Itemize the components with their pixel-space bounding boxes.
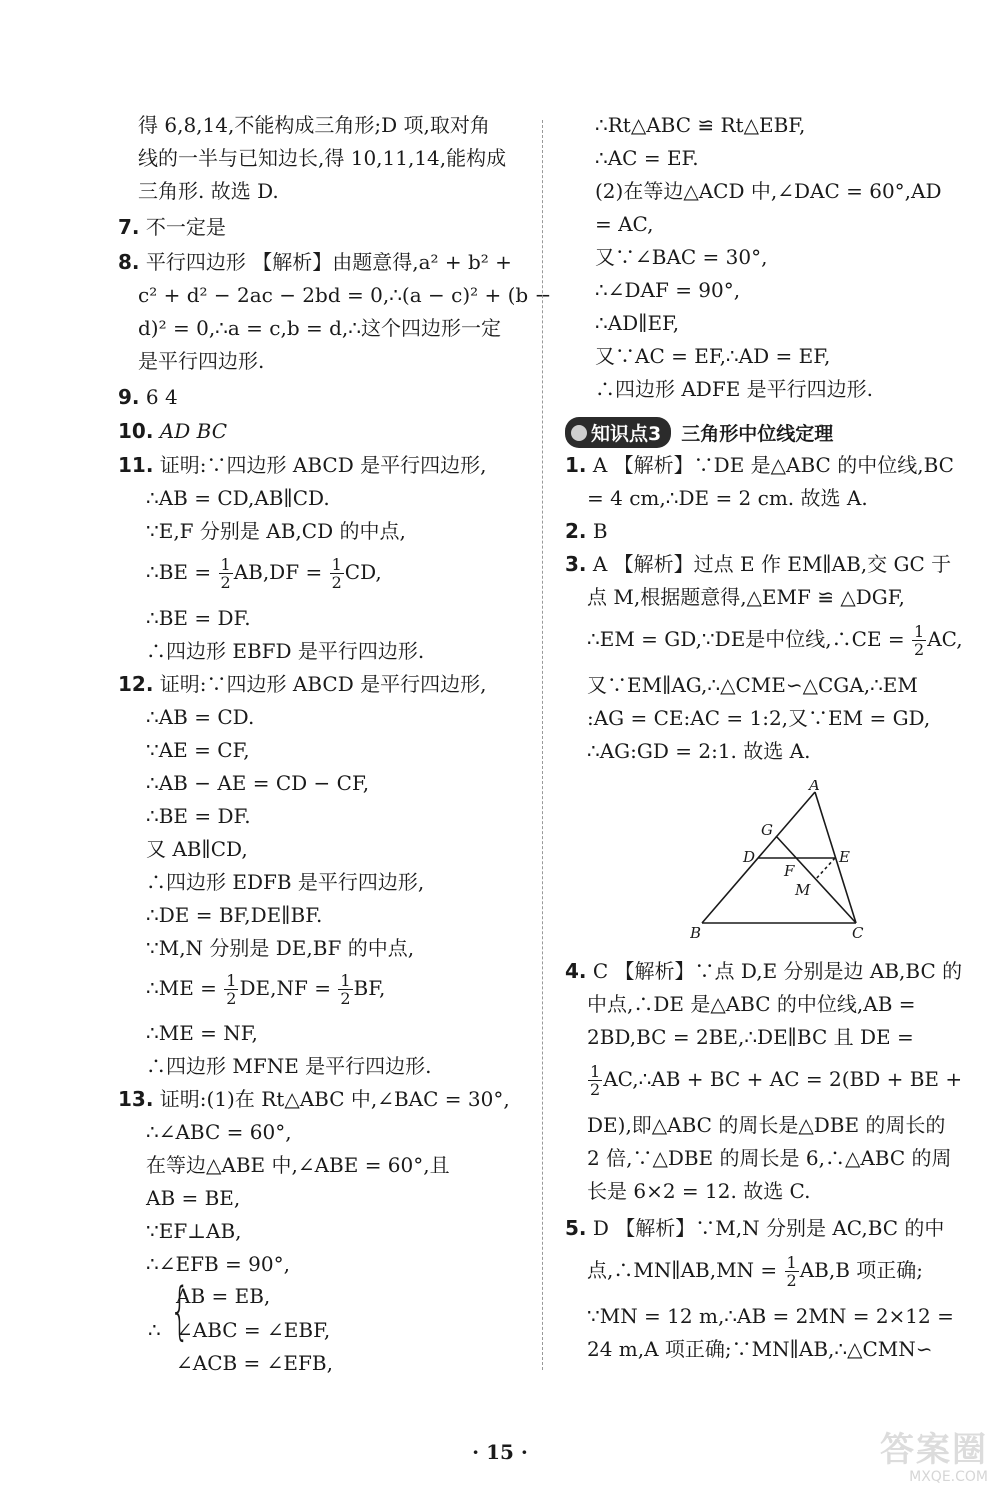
text-line: ∴AC = EF.: [595, 146, 699, 170]
text-line: 点 M,根据题意得,△EMF ≌ △DGF,: [587, 585, 905, 609]
text-line: AB = BE,: [146, 1186, 241, 1210]
text-line-fraction: ∴ME = $\frac{1}{2}$ DE,NF = $\frac{1}{2}$ BF,: [146, 971, 386, 1008]
watermark: [838, 1431, 988, 1491]
watermark-url: MXQE.COM: [909, 1469, 988, 1485]
label-b: B: [690, 924, 702, 940]
text-line-fraction: 点,∴MN∥AB,MN = $\frac{1}{2}$ AB,B 项正确;: [587, 1253, 924, 1290]
answer-item-8: 8. 平行四边形 【解析】由题意得,a² + b² +: [118, 250, 512, 274]
text-line-fraction: ∴EM = GD,∵DE是中位线,∴CE = $\frac{1}{2}$ AC,: [587, 622, 963, 659]
label-c: C: [852, 924, 864, 940]
therefore-symbol: ∴: [148, 1318, 161, 1342]
answer-item-7: 7. 不一定是: [118, 215, 226, 239]
text-line: ∴四边形 MFNE 是平行四边形.: [146, 1054, 432, 1078]
text-line: ∵MN = 12 m,∴AB = 2MN = 2×12 =: [587, 1304, 954, 1328]
text-line: (2)在等边△ACD 中,∠DAC = 60°,AD: [595, 179, 942, 203]
watermark-logo: 答案圈: [880, 1430, 988, 1470]
text-line: ∵E,F 分别是 AB,CD 的中点,: [146, 519, 406, 543]
text-line: DE),即△ABC 的周长是△DBE 的周长的: [587, 1113, 946, 1137]
answer-item-3: 3. A 【解析】过点 E 作 EM∥AB,交 GC 于: [565, 552, 952, 576]
text-line: ∵M,N 分别是 DE,BF 的中点,: [146, 936, 415, 960]
fraction-half: $\frac{1}{2}$: [226, 971, 237, 1008]
text-line: 2 倍,∵△DBE 的周长是 6,∴△ABC 的周: [587, 1146, 952, 1170]
fraction-half: $\frac{1}{2}$: [220, 555, 231, 592]
text-line: ∠ABC = ∠EBF,: [176, 1318, 331, 1342]
text-line: 三角形. 故选 D.: [138, 179, 279, 203]
section-header: [565, 417, 833, 448]
answer-item-2: 2. B: [565, 519, 608, 543]
label-m: M: [795, 881, 811, 899]
text-line: 24 m,A 项正确;∵MN∥AB,∴△CMN∽: [587, 1337, 933, 1361]
answer-item-9: 9. 6 4: [118, 385, 178, 409]
fraction-half: $\frac{1}{2}$: [331, 555, 342, 592]
text-line: 得 6,8,14,不能构成三角形;D 项,取对角: [138, 113, 490, 137]
answer-item-4: 4. C 【解析】∵点 D,E 分别是边 AB,BC 的: [565, 959, 963, 983]
answer-item-12: 12. 证明:∵四边形 ABCD 是平行四边形,: [118, 672, 487, 696]
answer-item-5: 5. D 【解析】∵M,N 分别是 AC,BC 的中: [565, 1216, 945, 1240]
answer-item-10: 10. AD BC: [118, 419, 228, 443]
text-line: 又∵∠BAC = 30°,: [595, 245, 768, 269]
text-line-fraction: ∴BE = $\frac{1}{2}$ AB,DF = $\frac{1}{2}$ CD,: [146, 555, 382, 592]
label-a: A: [809, 780, 820, 794]
text-line: 长是 6×2 = 12. 故选 C.: [587, 1179, 811, 1203]
text-line: = 4 cm,∴DE = 2 cm. 故选 A.: [587, 486, 868, 510]
text-line: d)² = 0,∴a = c,b = d,∴这个四边形一定: [138, 316, 502, 340]
text-line: :AG = CE:AC = 1:2,又∵EM = GD,: [587, 706, 931, 730]
text-line: ∴BE = DF.: [146, 804, 251, 828]
answer-item-13: 13. 证明:(1)在 Rt△ABC 中,∠BAC = 30°,: [118, 1087, 510, 1111]
fraction-half: $\frac{1}{2}$: [914, 622, 925, 659]
text-line: ∴AG:GD = 2:1. 故选 A.: [587, 739, 811, 763]
text-line: = AC,: [595, 212, 654, 236]
fraction-half: $\frac{1}{2}$: [340, 971, 351, 1008]
text-line: ∴BE = DF.: [146, 606, 251, 630]
label-d: D: [743, 848, 756, 866]
section-title: 三角形中位线定理: [681, 423, 834, 445]
text-line: 又 AB∥CD,: [146, 837, 248, 861]
text-line: ∴AD∥EF,: [595, 311, 680, 335]
text-line: ∴四边形 ADFE 是平行四边形.: [595, 377, 874, 401]
text-line: ∴AB = CD,AB∥CD.: [146, 486, 330, 510]
section-badge: 知识点3: [565, 417, 671, 448]
text-line: ∴∠ABC = 60°,: [146, 1120, 292, 1144]
text-line: ∠ACB = ∠EFB,: [176, 1351, 333, 1375]
text-line: ∴四边形 EBFD 是平行四边形.: [146, 639, 425, 663]
text-line: ∴四边形 EDFB 是平行四边形,: [146, 870, 425, 894]
column-divider: [542, 120, 543, 1370]
fraction-half: $\frac{1}{2}$: [590, 1062, 601, 1099]
fraction-half: $\frac{1}{2}$: [786, 1253, 797, 1290]
segment-em: [815, 858, 835, 880]
text-line: c² + d² − 2ac − 2bd = 0,∴(a − c)² + (b −: [138, 283, 552, 307]
answer-item-11: 11. 证明:∵四边形 ABCD 是平行四边形,: [118, 453, 487, 477]
text-line: ∴ME = NF,: [146, 1021, 258, 1045]
text-line-fraction: $\frac{1}{2}$ AC,∴AB + BC + AC = 2(BD + BE +: [590, 1062, 963, 1099]
text-line: 又∵EM∥AG,∴△CME∽△CGA,∴EM: [587, 673, 918, 697]
text-line: 在等边△ABE 中,∠ABE = 60°,且: [146, 1153, 450, 1177]
text-line: ∴AB = CD.: [146, 705, 255, 729]
answer-item-1: 1. A 【解析】∵DE 是△ABC 的中位线,BC: [565, 453, 954, 477]
label-f: F: [784, 862, 795, 880]
text-line: ∵AE = CF,: [146, 738, 250, 762]
text-line: ∴DE = BF,DE∥BF.: [146, 903, 323, 927]
text-line: 2BD,BC = 2BE,∴DE∥BC 且 DE =: [587, 1025, 914, 1049]
text-line: 又∵AC = EF,∴AD = EF,: [595, 344, 831, 368]
text-line: ∴AB − AE = CD − CF,: [146, 771, 370, 795]
text-line: 是平行四边形.: [138, 349, 265, 373]
text-line: AB = EB,: [176, 1284, 271, 1308]
triangle-figure: [690, 780, 880, 940]
label-g: G: [761, 821, 773, 839]
text-line: ∴∠EFB = 90°,: [146, 1252, 290, 1276]
system-brace: {: [169, 1274, 190, 1347]
text-line: 中点,∴DE 是△ABC 的中位线,AB =: [587, 992, 916, 1016]
text-line: 线的一半与已知边长,得 10,11,14,能构成: [138, 146, 507, 170]
text-line: ∴Rt△ABC ≌ Rt△EBF,: [595, 113, 806, 137]
text-line: ∴∠DAF = 90°,: [595, 278, 741, 302]
text-line: ∵EF⊥AB,: [146, 1219, 242, 1243]
label-e: E: [839, 848, 850, 866]
badge-dot-icon: [571, 425, 587, 441]
page-number: · 15 ·: [472, 1440, 528, 1464]
